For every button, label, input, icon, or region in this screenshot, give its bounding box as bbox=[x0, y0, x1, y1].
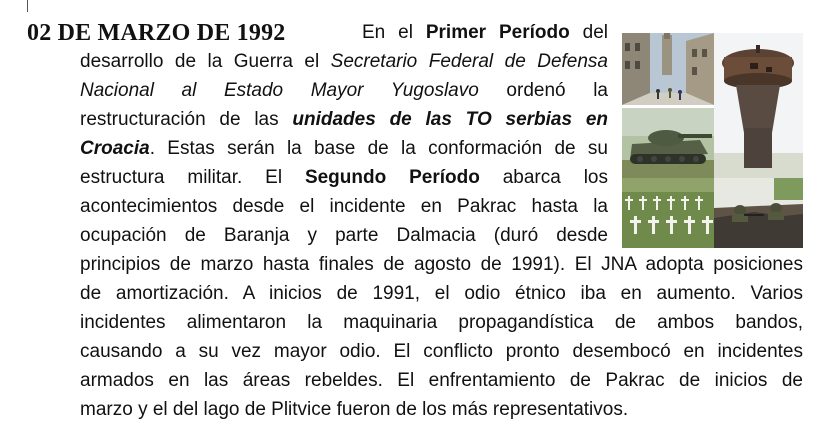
street-photo bbox=[622, 33, 714, 105]
paragraph-line: principios de marzo hasta finales de agosto de 1991). El JNA adopta posiciones bbox=[80, 254, 803, 275]
soldiers-photo bbox=[714, 178, 803, 248]
paragraph-line: Nacional al Estado Mayor Yugoslavo ordenó la bbox=[80, 80, 608, 101]
paragraph-line: incidentes alimentaron la maquinaria propagandística de ambos bandos, bbox=[80, 312, 803, 333]
paragraph-line: armados en las áreas rebeldes. El enfrentamiento de Pakrac de inicios de bbox=[80, 370, 803, 391]
text-cursor bbox=[27, 0, 28, 12]
water-tower-photo bbox=[714, 33, 803, 178]
paragraph-line: de amortización. A inicios de 1991, el odio étnico iba en aumento. Varios bbox=[80, 283, 803, 304]
photo-collage bbox=[622, 33, 803, 248]
paragraph-line: estructura militar. El Segundo Período abarca los bbox=[80, 167, 608, 188]
cemetery-photo bbox=[622, 178, 714, 248]
paragraph-line: acontecimientos desde el incidente en Pakrac hasta la bbox=[80, 196, 608, 217]
paragraph-line: En el Primer Período del bbox=[362, 22, 608, 43]
tank-photo bbox=[622, 108, 714, 178]
paragraph-line: Croacia. Estas serán la base de la conformación de su bbox=[80, 138, 608, 159]
paragraph-line: ocupación de Baranja y parte Dalmacia (duró desde bbox=[80, 225, 608, 246]
paragraph-line: marzo y el del lago de Plitvice fueron de los más representativos. bbox=[80, 399, 629, 420]
date-heading: 02 DE MARZO DE 1992 bbox=[27, 20, 286, 46]
paragraph-line: desarrollo de la Guerra el Secretario Federal de Defensa bbox=[80, 51, 608, 72]
paragraph-line: causando a su vez mayor odio. El conflicto pronto desembocó en incidentes bbox=[80, 341, 803, 362]
paragraph-line: restructuración de las unidades de las TO serbias en bbox=[80, 109, 608, 130]
